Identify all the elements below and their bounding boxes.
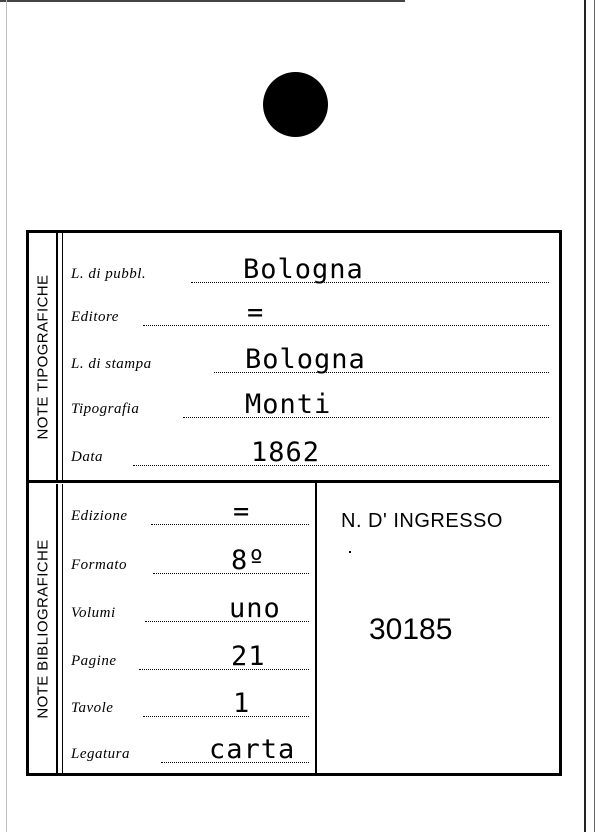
section-label-tipografiche: NOTE TIPOGRAFICHE [34, 274, 51, 440]
field-pagine [71, 640, 309, 674]
right-scan-edge [584, 0, 586, 832]
dotted-line [143, 325, 549, 326]
field-edizione [71, 495, 309, 529]
field-value: 1 [233, 688, 251, 719]
field-value: = [233, 496, 251, 527]
section-label-bibliografiche: NOTE BIBLIOGRAFICHE [34, 538, 51, 719]
field-formato [71, 544, 309, 578]
field-luogo-stampa [71, 343, 549, 377]
field-value: 21 [231, 641, 266, 672]
dotted-line [133, 465, 549, 466]
field-value: 8º [231, 545, 266, 576]
catalog-card [26, 230, 562, 776]
right-scan-edge-outer [594, 0, 595, 832]
field-label: Editore [71, 309, 119, 325]
field-label: Legatura [71, 746, 131, 762]
field-data [71, 436, 549, 470]
ingresso-title: N. D' INGRESSO [341, 510, 503, 532]
field-value: Bologna [245, 344, 366, 375]
field-value: uno [229, 593, 281, 624]
field-legatura [71, 733, 309, 767]
field-tipografia [71, 388, 549, 422]
field-label: Data [71, 449, 103, 465]
ingresso-number: 30185 [369, 613, 453, 646]
field-tavole [71, 687, 309, 721]
dotted-line [151, 524, 309, 525]
field-value: carta [209, 734, 296, 765]
dotted-line [145, 621, 309, 622]
section-divider [29, 480, 559, 483]
field-value: Monti [245, 389, 332, 420]
dotted-line [183, 417, 549, 418]
field-luogo-pubblicazione [71, 253, 549, 287]
field-label: Pagine [71, 653, 117, 669]
ink-speck [349, 551, 351, 553]
sidebar-rule [62, 484, 63, 773]
field-label: Volumi [71, 605, 116, 621]
field-label: Formato [71, 557, 127, 573]
field-volumi [71, 592, 309, 626]
left-scan-edge [6, 0, 7, 832]
field-label: Tipografia [71, 401, 140, 417]
sidebar-tipografiche [29, 233, 58, 481]
field-label: Edizione [71, 508, 128, 524]
punch-hole [263, 72, 328, 137]
column-divider [315, 483, 317, 773]
field-value: = [247, 297, 265, 328]
dotted-line [139, 669, 309, 670]
sidebar-bibliografiche [29, 484, 58, 773]
field-label: Tavole [71, 700, 114, 716]
field-label: L. di stampa [71, 356, 152, 372]
field-label: L. di pubbl. [71, 266, 147, 282]
dotted-line [143, 716, 309, 717]
field-value: 1862 [251, 437, 321, 468]
top-edge-rule [0, 0, 405, 2]
field-value: Bologna [243, 254, 364, 285]
field-editore [71, 296, 549, 330]
sidebar-rule [62, 233, 63, 481]
